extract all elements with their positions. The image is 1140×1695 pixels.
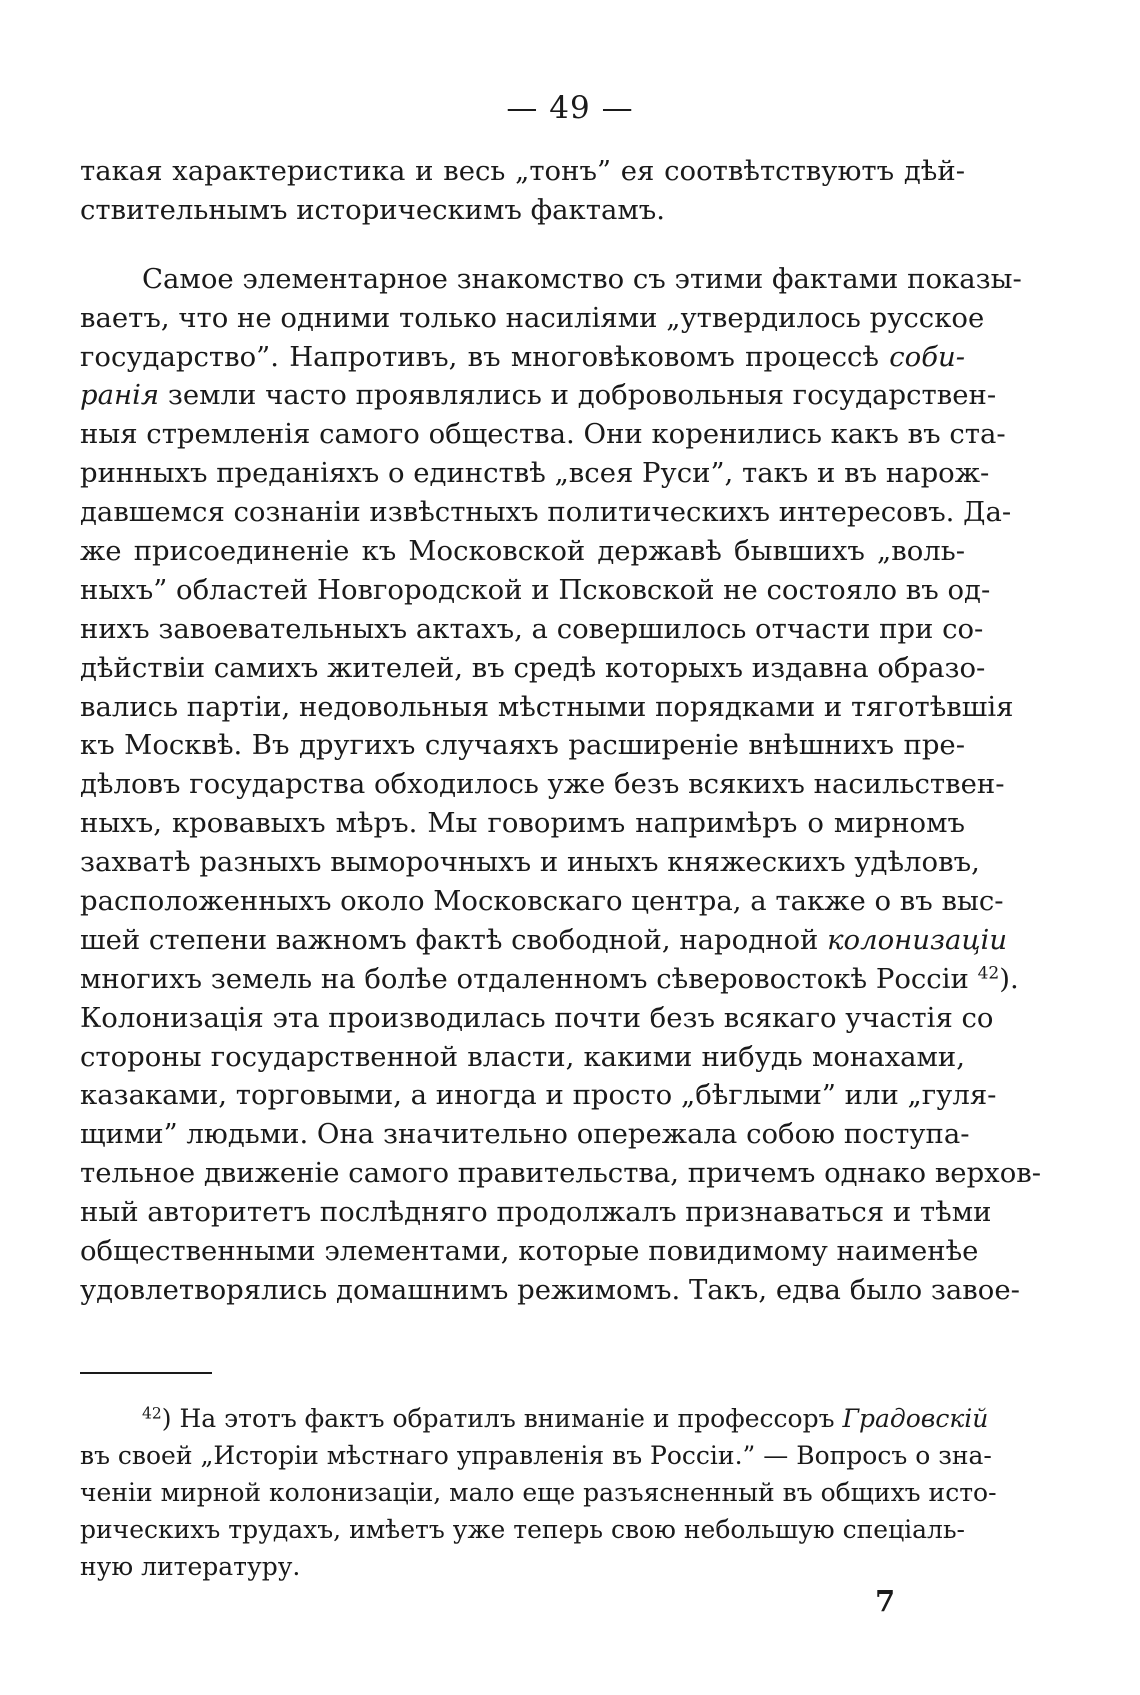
text-line: дѣйствіи самихъ жителей, въ средѣ которыхъ издавна образо- (80, 651, 986, 684)
text-line: же присоединеніе къ Московской державѣ бывшихъ „воль- (80, 535, 965, 568)
text-line: тельное движеніе самого правительства, причемъ однако верхов- (80, 1157, 1042, 1190)
text-line: стороны государственной власти, какими нибудь монахами, (80, 1040, 965, 1073)
text-line: ринныхъ преданіяхъ о единствѣ „всея Руси”, такъ и въ нарож- (80, 457, 990, 490)
footnote-divider (80, 1372, 212, 1374)
text-fragment: земли часто проявлялись и добровольныя государствен- (167, 379, 997, 412)
text-fragment: многихъ земель на болѣе отдаленномъ сѣверовостокѣ Россіи (80, 962, 969, 995)
italic-word: колонизаціи (827, 923, 1008, 956)
text-line: расположенныхъ около Московскаго центра, а также о въ выс- (80, 885, 1004, 918)
footnote-line: ченіи мирной колонизаціи, мало еще разъясненный въ общихъ исто- (80, 1478, 997, 1507)
italic-word: ранія (80, 379, 160, 412)
text-line: давшемся сознаніи извѣстныхъ политическихъ интересовъ. Да- (80, 496, 1012, 529)
text-line: дѣловъ государства обходилось уже безъ всякихъ насильствен- (80, 768, 1005, 801)
text-line: ствительнымъ историческимъ фактамъ. (80, 193, 665, 226)
text-line: казаками, торговыми, а иногда и просто „бѣглыми” или „гуля- (80, 1079, 997, 1112)
footnote-line (80, 1400, 989, 1437)
text-fragment: въ многовѣковомъ процессѣ (467, 340, 879, 373)
main-text (80, 152, 1042, 1310)
footnote-ref-marker: 42 (977, 963, 1000, 984)
text-line (80, 376, 997, 415)
text-line: Колонизація эта производилась почти безъ всякаго участія со (80, 1001, 994, 1034)
text-line (80, 960, 1019, 999)
page-number: — 49 — (506, 90, 634, 126)
text-line: Самое элементарное знакомство съ этими фактами показы- (142, 262, 1022, 295)
text-line: такая характеристика и весь „тонъ” ея соотвѣтствуютъ дѣй- (80, 155, 965, 187)
text-line (80, 921, 1008, 960)
text-line (80, 338, 965, 377)
text-line: къ Москвѣ. Въ другихъ случаяхъ расширеніе внѣшнихъ пре- (80, 729, 965, 762)
text-line: вались партіи, недовольныя мѣстными порядками и тяготѣвшія (80, 690, 1014, 723)
text-line: ваетъ, что не одними только насиліями „утвердилось русское (80, 301, 985, 334)
text-line: захватѣ разныхъ выморочныхъ и иныхъ княжескихъ удѣловъ, (80, 846, 980, 879)
text-line: ныя стремленія самого общества. Они коренились какъ въ ста- (80, 418, 1006, 451)
signature-mark: 7 (875, 1584, 896, 1618)
text-line: ныхъ” областей Новгородской и Псковской не состояло въ од- (80, 573, 991, 606)
footnote (80, 1400, 997, 1585)
italic-word: соби- (889, 340, 965, 373)
text-fragment: шей степени важномъ фактѣ свободной, народной (80, 923, 819, 956)
footnote-line: въ своей „Исторіи мѣстнаго управленія въ Россіи.” — Вопросъ о зна- (80, 1441, 992, 1470)
footnote-line: ную литературу. (80, 1552, 301, 1581)
text-line: удовлетворялись домашнимъ режимомъ. Такъ, едва было завое- (80, 1273, 1020, 1306)
footnote-marker: 42 (142, 1404, 162, 1423)
footnote-text: На этотъ фактъ обратилъ вниманіе и профессоръ (179, 1404, 835, 1433)
text-line: щими” людьми. Она значительно опережала собою поступа- (80, 1118, 970, 1151)
footnote-ref-suffix: ). (999, 962, 1019, 995)
text-line: общественными элементами, которые повидимому наименѣе (80, 1235, 979, 1268)
footnote-marker-suffix: ) (161, 1404, 172, 1433)
text-fragment: государство”. Напротивъ, (80, 340, 458, 373)
text-line: ный авторитетъ послѣдняго продолжалъ признаваться и тѣми (80, 1196, 992, 1229)
text-line: нихъ завоевательныхъ актахъ, а совершилось отчасти при со- (80, 612, 984, 645)
italic-word: Градовскій (842, 1404, 989, 1433)
footnote-line: рическихъ трудахъ, имѣетъ уже теперь свою небольшую спеціаль- (80, 1515, 965, 1544)
text-line: ныхъ, кровавыхъ мѣръ. Мы говоримъ напримѣръ о мирномъ (80, 807, 965, 840)
